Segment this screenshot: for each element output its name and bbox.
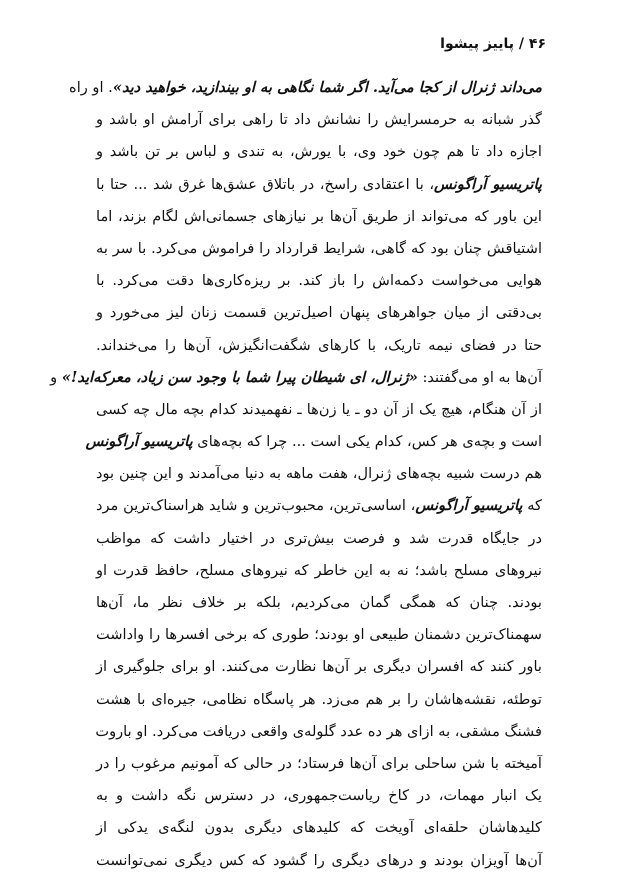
text-line	[96, 716, 542, 748]
text-line	[96, 812, 542, 844]
text-line	[96, 458, 542, 490]
line-text: از آن هنگام، هیچ یک از آن دو ـ یا زن‌ها ـ نفهمیدند کدام بچه مال چه کسی	[96, 400, 542, 418]
text-line	[96, 845, 542, 877]
text-line	[96, 136, 542, 168]
text-line	[96, 233, 542, 265]
page-number: ۴۶	[528, 36, 546, 52]
text-line	[96, 684, 542, 716]
emphasized-text: «ژنرال، ای شیطان پیرا شما با وجود سن زیاد، معرکه‌اید!»	[61, 368, 418, 386]
line-text: آن‌ها آویزان بودند و درهای دیگری را گشود که کس دیگری نمی‌توانست	[96, 851, 542, 869]
text-line	[96, 330, 542, 362]
line-text: توطئه، نقشه‌هاشان را بر هم می‌زد. هر پاسگاه نظامی، جیره‌ای با هشت	[96, 690, 542, 708]
text-line	[96, 748, 542, 780]
line-text: هم درست شبیه بچه‌های ژنرال، هفت ماهه به دنیا می‌آمدند و این چنین بود	[96, 465, 542, 483]
emphasized-text: می‌داند ژنرال از کجا می‌آید. اگر شما نگاهی به او بیندازید، خواهید دید»	[112, 79, 542, 96]
text-line	[69, 72, 542, 104]
line-text: باور کنند که افسران دیگری بر آن‌ها نظارت می‌کنند. او برای جلوگیری از	[96, 658, 542, 676]
text-line	[85, 426, 542, 458]
line-text: ، با اعتقادی راسخ، در باتلاق عشق‌ها غرق شد ... حتا با	[96, 175, 435, 193]
line-text: آمیخته با شن ساحلی برای آن‌ها فرستاد؛ در حالی که آمونیم مرغوب را در	[96, 754, 542, 772]
line-text: یک انبار مهمات، در کاخ ریاست‌جمهوری، در دسترس نگه داشت و به	[96, 787, 542, 805]
text-line	[96, 169, 542, 201]
text-line	[96, 587, 542, 619]
text-line	[96, 394, 542, 426]
line-text: ، اساسی‌ترین، محبوب‌ترین و شاید هراسناک‌ترین مرد	[96, 497, 416, 515]
line-text: هوایی می‌خواست دکمه‌اش را باز کند. بر ریزه‌کاری‌ها دقت می‌کرد. با	[96, 272, 542, 290]
emphasized-text: پاتریسیو آراگونس	[434, 175, 542, 193]
line-text: اشتیاقش چنان بود که گاهی، شرایط قرارداد را فراموش می‌کرد. با سر به	[96, 239, 542, 257]
line-text: فشنگ مشقی، به ازای هر ده عدد گلوله‌ی واقعی دریافت می‌کرد. او باروت	[95, 722, 542, 740]
text-line	[96, 265, 542, 297]
header-separator: /	[518, 36, 525, 52]
body-paragraph	[50, 72, 542, 877]
line-text: در جایگاه قدرت شد و فرصت بیش‌تری در اختیار داشت که مواظب	[96, 529, 542, 547]
line-text: اجازه داد تا هم چون خود وی، با یورش، به تندی و لباس بر تن باشد و	[96, 143, 542, 161]
emphasized-text: پاتریسیو آراگونس	[85, 433, 193, 451]
line-text: و	[50, 368, 62, 386]
text-line	[96, 490, 542, 522]
text-line	[50, 362, 542, 394]
line-text: آن‌ها به او می‌گفتند:	[417, 368, 542, 386]
line-text: بودند. چنان که همگی گمان می‌کردیم، بلکه بر خلاف نظر ما، آن‌ها	[96, 594, 542, 611]
line-text: که	[522, 497, 542, 515]
text-line	[96, 619, 542, 651]
text-line	[96, 104, 542, 136]
line-text: کلیدهاشان حلقه‌ای آویخت که کلیدهای دیگری بدون لنگه‌ی یدکی از	[96, 819, 542, 837]
text-line	[96, 780, 542, 812]
text-line	[96, 523, 542, 555]
text-line	[96, 651, 542, 683]
emphasized-text: پاتریسیو آراگونس	[415, 497, 523, 515]
text-line	[96, 297, 542, 329]
text-line	[96, 555, 542, 587]
line-text: بی‌دقتی از میان جواهرهای پنهان اصیل‌ترین قسمت زنان لیز می‌خورد و	[96, 304, 542, 322]
line-text: سهمناک‌ترین دشمنان طبیعی او بودند؛ طوری که برخی افسرها را واداشت	[96, 626, 542, 644]
line-text: . او راه	[69, 79, 113, 96]
book-title: پاییز پیشوا	[440, 36, 515, 52]
page-header	[440, 36, 546, 52]
line-text: گذر شبانه به حرمسرایش را نشانش داد تا راهی برای آرامش او باشد و	[96, 111, 542, 129]
line-text: حتا در فضای نیمه تاریک، با کارهای شگفت‌انگیزش، آن‌ها را می‌خنداند.	[96, 336, 542, 354]
text-line	[96, 201, 542, 233]
line-text: است و بچه‌ی هر کس، کدام یکی است ... چرا که بچه‌های	[192, 433, 542, 451]
line-text: این باور که می‌تواند از طریق آن‌ها بر نیازهای جسمانی‌اش لگام بزند، اما	[96, 207, 542, 225]
line-text: نیروهای مسلح باشد؛ نه به این خاطر که نیروهای مسلح، حافظ قدرت او	[96, 561, 542, 579]
